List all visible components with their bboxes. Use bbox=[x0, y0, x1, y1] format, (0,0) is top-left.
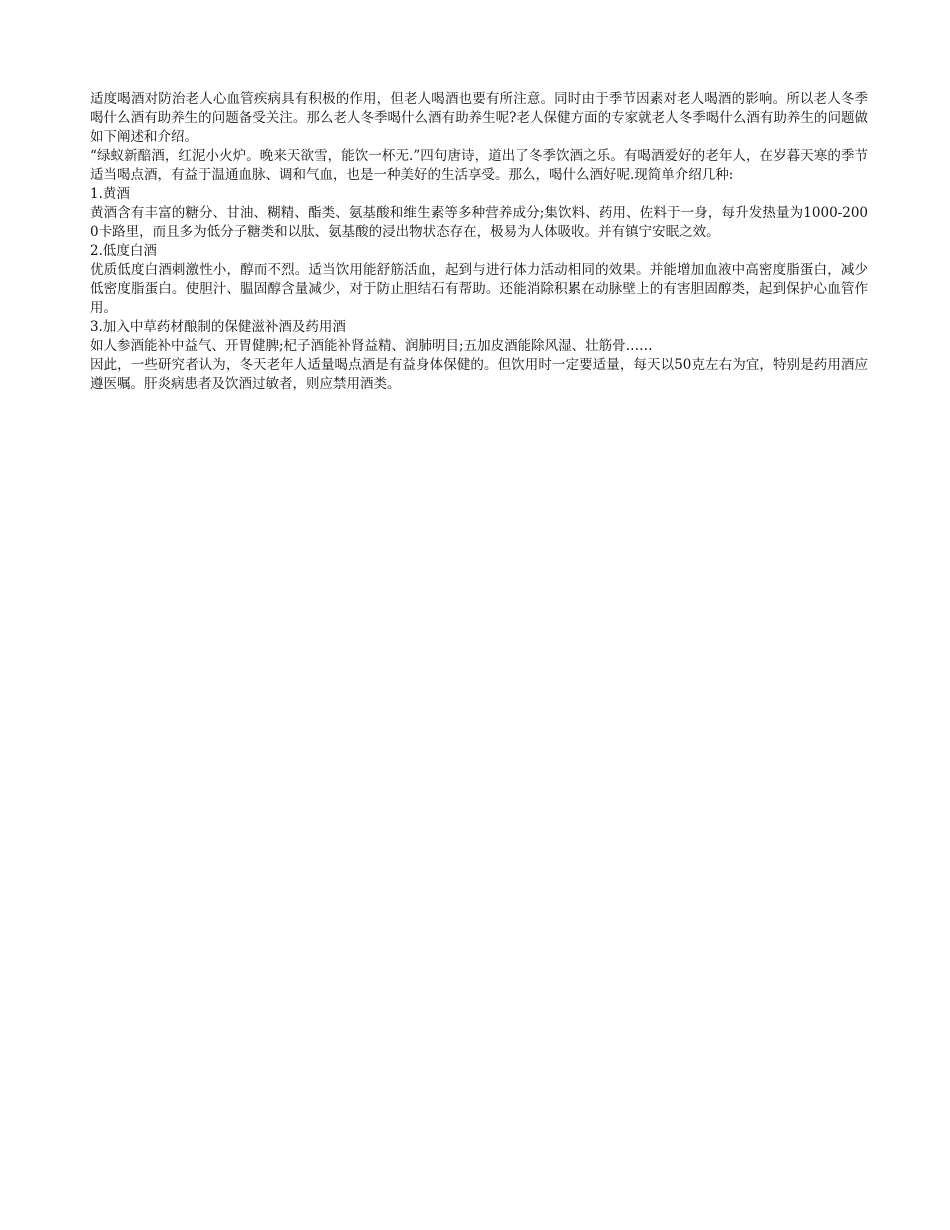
section-heading-huangjiu: 1.黄酒 bbox=[90, 186, 130, 202]
document-page bbox=[90, 90, 868, 394]
conclusion-paragraph: 因此，一些研究者认为，冬天老年人适量喝点酒是有益身体保健的。但饮用时一定要适量，每天以50克左右为宜，特别是药用酒应遵医嘱。肝炎病患者及饮酒过敏者，则应禁用酒类。 bbox=[90, 357, 868, 392]
section-body-herbal-wine: 如人参酒能补中益气、开胃健脾;杞子酒能补肾益精、润肺明目;五加皮酒能除风湿、壮筋骨…… bbox=[90, 338, 653, 354]
section-body-low-baijiu: 优质低度白酒刺激性小，醇而不烈。适当饮用能舒筋活血，起到与进行体力活动相同的效果。并能增加血液中高密度脂蛋白，减少低密度脂蛋白。使胆汁、腽固醇含量减少，对于防止胆结石有帮助。还能消除积累在动脉壁上的有害胆固醇类，起到保护心血管作用。 bbox=[90, 262, 868, 316]
section-heading-herbal-wine: 3.加入中草药材酿制的保健滋补酒及药用酒 bbox=[90, 319, 346, 335]
poem-paragraph: “绿蚁新醅酒，红泥小火炉。晚来天欲雪，能饮一杯无.”四句唐诗，道出了冬季饮酒之乐。有喝酒爱好的老年人，在岁暮天寒的季节适当喝点酒，有益于温通血脉、调和气血，也是一种美好的生活享受。那么，喝什么酒好呢.现简单介绍几种: bbox=[90, 148, 868, 183]
section-heading-low-baijiu: 2.低度白酒 bbox=[90, 243, 157, 259]
section-body-huangjiu: 黄酒含有丰富的糖分、甘油、糊精、酯类、氨基酸和维生素等多种营养成分;集饮料、药用、佐料于一身，每升发热量为1000-2000卡路里，而且多为低分子糖类和以肽、氨基酸的浸出物状态存在，极易为人体吸收。并有镇宁安眠之效。 bbox=[90, 205, 868, 240]
intro-paragraph: 适度喝酒对防治老人心血管疾病具有积极的作用，但老人喝酒也要有所注意。同时由于季节因素对老人喝酒的影响。所以老人冬季喝什么酒有助养生的问题备受关注。那么老人冬季喝什么酒有助养生呢?老人保健方面的专家就老人冬季喝什么酒有助养生的问题做如下阐述和介绍。 bbox=[90, 91, 868, 145]
